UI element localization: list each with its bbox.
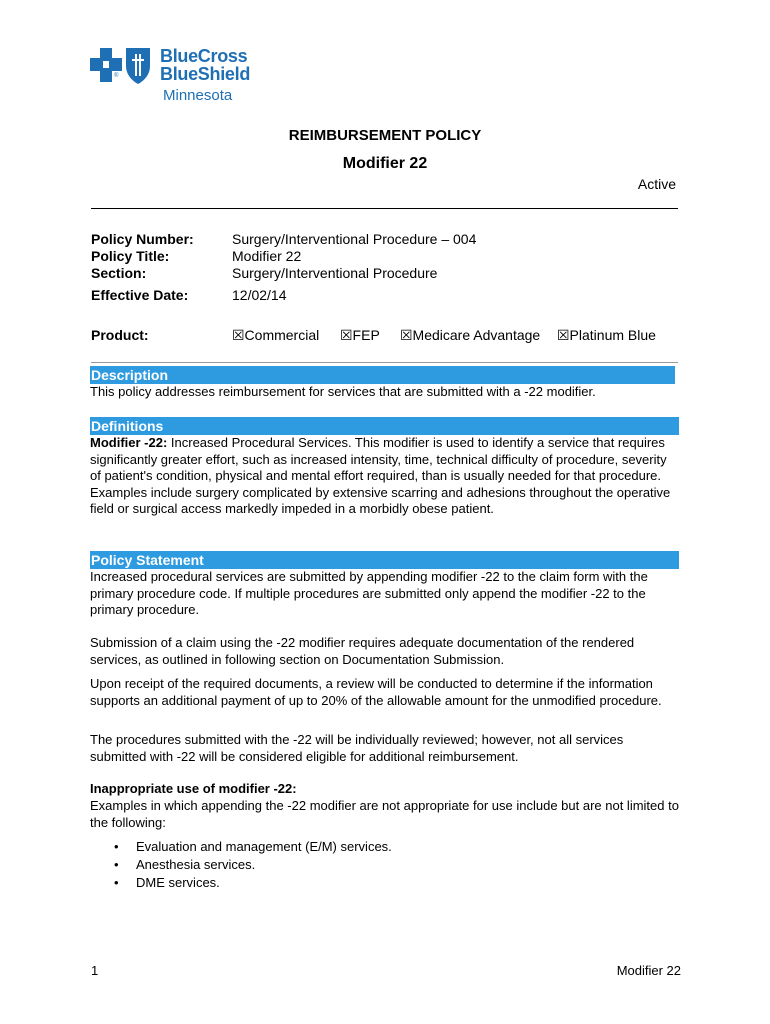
policy-title-label: Policy Title: <box>91 248 170 264</box>
logo-line-blueshield: BlueShield <box>160 64 251 84</box>
bullet-icon: • <box>114 857 119 872</box>
meta-divider <box>91 362 678 363</box>
product-option-platinum-blue: ☒Platinum Blue <box>557 327 656 343</box>
company-logo <box>90 40 270 110</box>
policy-paragraph-2: Submission of a claim using the -22 modifier requires adequate documentation of the rendered services, as outlined in following section on Documentation Submission. <box>90 635 635 667</box>
list-item: • Anesthesia services. <box>114 857 256 872</box>
bluecross-blueshield-icon <box>90 44 154 86</box>
logo-line-minnesota: Minnesota <box>163 87 233 104</box>
bullet-icon: • <box>114 875 119 890</box>
effective-date-value: 12/02/14 <box>232 287 287 303</box>
footer-document-name: Modifier 22 <box>616 963 681 978</box>
policy-title-value: Modifier 22 <box>232 248 302 264</box>
list-item: • DME services. <box>114 875 220 890</box>
inappropriate-use-list <box>90 838 650 892</box>
product-label: Product: <box>91 327 149 343</box>
bullet-icon: • <box>114 839 119 854</box>
list-item: • Evaluation and management (E/M) services. <box>114 839 392 854</box>
product-option-commercial: ☒Commercial <box>232 327 320 343</box>
definition-paragraph <box>90 435 680 518</box>
policy-paragraph-3: Upon receipt of the required documents, a review will be conducted to determine if the information supports an additional payment of up to 20% of the allowable amount for the unmodified procedure. <box>90 676 662 708</box>
section-heading-policy-statement: Policy Statement <box>90 551 679 569</box>
status-label: Active <box>637 176 676 192</box>
section-value: Surgery/Interventional Procedure <box>232 265 438 281</box>
inappropriate-use-intro: Examples in which appending the -22 modifier are not appropriate for use include but are not limited to the following: <box>90 798 679 830</box>
section-heading-description: Description <box>90 366 675 384</box>
page-title: Modifier 22 <box>342 155 428 172</box>
document-type: REIMBURSEMENT POLICY <box>288 127 482 144</box>
definition-term: Modifier -22: <box>90 435 168 450</box>
policy-number-value: Surgery/Interventional Procedure – 004 <box>232 231 477 247</box>
section-heading-definitions: Definitions <box>90 417 679 435</box>
description-text: This policy addresses reimbursement for services that are submitted with a -22 modifier. <box>90 384 596 399</box>
policy-number-label: Policy Number: <box>91 231 194 247</box>
header-divider <box>91 208 678 209</box>
inappropriate-use-heading: Inappropriate use of modifier -22: <box>90 781 297 796</box>
registered-mark: ® <box>114 73 119 79</box>
policy-paragraph-1: Increased procedural services are submitted by appending modifier -22 to the claim form with the primary procedure code. If multiple procedures are submitted only append the modifier -22 to the primary procedure. <box>90 569 648 618</box>
logo-line-bluecross: BlueCross <box>160 46 248 66</box>
definition-text: Increased Procedural Services. This modifier is used to identify a service that requires significantly greater effort, such as increased intensity, time, technical difficulty of procedure, severity of patient's condition, physical and mental effort required, than is usually needed for that procedure. Examples include surgery complicated by extensive scarring and adhesions throughout the operative field or surgical access markedly impeded in a morbidly obese patient. <box>90 435 671 517</box>
effective-date-label: Effective Date: <box>91 287 189 303</box>
product-option-fep: ☒FEP <box>340 327 380 343</box>
section-label: Section: <box>91 265 147 281</box>
product-option-medicare-advantage: ☒Medicare Advantage <box>400 327 541 343</box>
policy-paragraph-4: The procedures submitted with the -22 will be individually reviewed; however, not all services submitted with -22 will be considered eligible for additional reimbursement. <box>90 732 624 764</box>
page-number: 1 <box>91 963 99 978</box>
